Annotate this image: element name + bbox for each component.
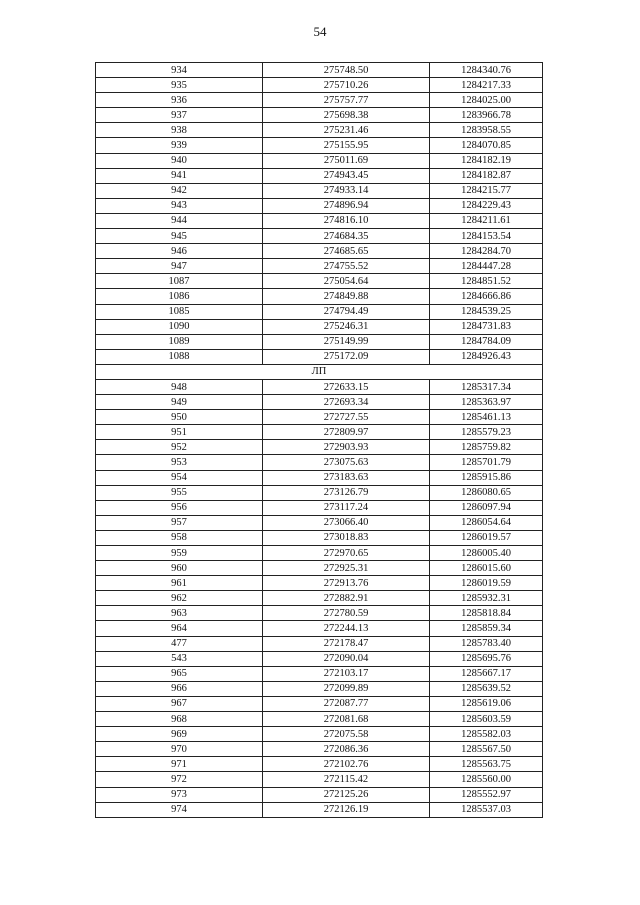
point-number-cell: 949 bbox=[96, 395, 263, 410]
table-row bbox=[96, 379, 543, 394]
y-coordinate-cell: 1286054.64 bbox=[430, 515, 543, 530]
point-number-cell: 937 bbox=[96, 108, 263, 123]
point-number-cell: 970 bbox=[96, 742, 263, 757]
x-coordinate-cell: 272103.17 bbox=[263, 666, 430, 681]
table-row bbox=[96, 666, 543, 681]
point-number-cell: 963 bbox=[96, 606, 263, 621]
point-number-cell: 543 bbox=[96, 651, 263, 666]
y-coordinate-cell: 1285567.50 bbox=[430, 742, 543, 757]
y-coordinate-cell: 1284229.43 bbox=[430, 198, 543, 213]
table-row bbox=[96, 787, 543, 802]
y-coordinate-cell: 1284851.52 bbox=[430, 274, 543, 289]
y-coordinate-cell: 1284284.70 bbox=[430, 244, 543, 259]
table-row bbox=[96, 123, 543, 138]
point-number-cell: 968 bbox=[96, 712, 263, 727]
y-coordinate-cell: 1283966.78 bbox=[430, 108, 543, 123]
y-coordinate-cell: 1285317.34 bbox=[430, 379, 543, 394]
x-coordinate-cell: 275757.77 bbox=[263, 93, 430, 108]
x-coordinate-cell: 272087.77 bbox=[263, 696, 430, 711]
x-coordinate-cell: 272925.31 bbox=[263, 561, 430, 576]
x-coordinate-cell: 275748.50 bbox=[263, 63, 430, 78]
table-row bbox=[96, 78, 543, 93]
table-row bbox=[96, 334, 543, 349]
x-coordinate-cell: 272178.47 bbox=[263, 636, 430, 651]
table-row bbox=[96, 621, 543, 636]
table-row bbox=[96, 319, 543, 334]
table-row bbox=[96, 440, 543, 455]
x-coordinate-cell: 272882.91 bbox=[263, 591, 430, 606]
point-number-cell: 1089 bbox=[96, 334, 263, 349]
table-row bbox=[96, 576, 543, 591]
point-number-cell: 967 bbox=[96, 696, 263, 711]
y-coordinate-cell: 1284340.76 bbox=[430, 63, 543, 78]
table-row bbox=[96, 198, 543, 213]
x-coordinate-cell: 274794.49 bbox=[263, 304, 430, 319]
section-header-row bbox=[96, 364, 543, 379]
x-coordinate-cell: 275172.09 bbox=[263, 349, 430, 364]
point-number-cell: 1085 bbox=[96, 304, 263, 319]
table-row bbox=[96, 259, 543, 274]
point-number-cell: 957 bbox=[96, 515, 263, 530]
point-number-cell: 971 bbox=[96, 757, 263, 772]
table-row bbox=[96, 651, 543, 666]
x-coordinate-cell: 272102.76 bbox=[263, 757, 430, 772]
point-number-cell: 959 bbox=[96, 546, 263, 561]
table-row bbox=[96, 772, 543, 787]
x-coordinate-cell: 272633.15 bbox=[263, 379, 430, 394]
point-number-cell: 969 bbox=[96, 727, 263, 742]
point-number-cell: 960 bbox=[96, 561, 263, 576]
point-number-cell: 1087 bbox=[96, 274, 263, 289]
y-coordinate-cell: 1284666.86 bbox=[430, 289, 543, 304]
table-row bbox=[96, 470, 543, 485]
point-number-cell: 952 bbox=[96, 440, 263, 455]
y-coordinate-cell: 1286019.57 bbox=[430, 530, 543, 545]
x-coordinate-cell: 275710.26 bbox=[263, 78, 430, 93]
point-number-cell: 961 bbox=[96, 576, 263, 591]
x-coordinate-cell: 273183.63 bbox=[263, 470, 430, 485]
x-coordinate-cell: 274849.88 bbox=[263, 289, 430, 304]
table-row bbox=[96, 757, 543, 772]
point-number-cell: 945 bbox=[96, 229, 263, 244]
y-coordinate-cell: 1283958.55 bbox=[430, 123, 543, 138]
y-coordinate-cell: 1286019.59 bbox=[430, 576, 543, 591]
y-coordinate-cell: 1284447.28 bbox=[430, 259, 543, 274]
table-row bbox=[96, 213, 543, 228]
x-coordinate-cell: 275231.46 bbox=[263, 123, 430, 138]
y-coordinate-cell: 1285701.79 bbox=[430, 455, 543, 470]
table-row bbox=[96, 500, 543, 515]
y-coordinate-cell: 1284182.87 bbox=[430, 168, 543, 183]
table-row bbox=[96, 742, 543, 757]
x-coordinate-cell: 272126.19 bbox=[263, 802, 430, 817]
y-coordinate-cell: 1284182.19 bbox=[430, 153, 543, 168]
table-row bbox=[96, 304, 543, 319]
point-number-cell: 943 bbox=[96, 198, 263, 213]
x-coordinate-cell: 272970.65 bbox=[263, 546, 430, 561]
x-coordinate-cell: 272115.42 bbox=[263, 772, 430, 787]
y-coordinate-cell: 1285552.97 bbox=[430, 787, 543, 802]
y-coordinate-cell: 1285619.06 bbox=[430, 696, 543, 711]
table-row bbox=[96, 108, 543, 123]
y-coordinate-cell: 1286005.40 bbox=[430, 546, 543, 561]
y-coordinate-cell: 1285603.59 bbox=[430, 712, 543, 727]
table-row bbox=[96, 696, 543, 711]
x-coordinate-cell: 274943.45 bbox=[263, 168, 430, 183]
table-row bbox=[96, 546, 543, 561]
x-coordinate-cell: 272244.13 bbox=[263, 621, 430, 636]
point-number-cell: 966 bbox=[96, 681, 263, 696]
point-number-cell: 1086 bbox=[96, 289, 263, 304]
point-number-cell: 938 bbox=[96, 123, 263, 138]
y-coordinate-cell: 1285818.84 bbox=[430, 606, 543, 621]
point-number-cell: 954 bbox=[96, 470, 263, 485]
section-title: ЛП bbox=[96, 364, 543, 379]
x-coordinate-cell: 275054.64 bbox=[263, 274, 430, 289]
x-coordinate-cell: 272081.68 bbox=[263, 712, 430, 727]
x-coordinate-cell: 274816.10 bbox=[263, 213, 430, 228]
point-number-cell: 956 bbox=[96, 500, 263, 515]
x-coordinate-cell: 273117.24 bbox=[263, 500, 430, 515]
y-coordinate-cell: 1285560.00 bbox=[430, 772, 543, 787]
page-number: 54 bbox=[313, 24, 327, 39]
y-coordinate-cell: 1285667.17 bbox=[430, 666, 543, 681]
table-row bbox=[96, 168, 543, 183]
coordinates-table bbox=[95, 62, 543, 818]
x-coordinate-cell: 272099.89 bbox=[263, 681, 430, 696]
y-coordinate-cell: 1285579.23 bbox=[430, 425, 543, 440]
table-row bbox=[96, 606, 543, 621]
point-number-cell: 948 bbox=[96, 379, 263, 394]
y-coordinate-cell: 1285563.75 bbox=[430, 757, 543, 772]
table-row bbox=[96, 636, 543, 651]
y-coordinate-cell: 1284211.61 bbox=[430, 213, 543, 228]
point-number-cell: 962 bbox=[96, 591, 263, 606]
y-coordinate-cell: 1284025.00 bbox=[430, 93, 543, 108]
point-number-cell: 950 bbox=[96, 410, 263, 425]
table-row bbox=[96, 274, 543, 289]
point-number-cell: 973 bbox=[96, 787, 263, 802]
y-coordinate-cell: 1284215.77 bbox=[430, 183, 543, 198]
y-coordinate-cell: 1285461.13 bbox=[430, 410, 543, 425]
x-coordinate-cell: 272075.58 bbox=[263, 727, 430, 742]
x-coordinate-cell: 272090.04 bbox=[263, 651, 430, 666]
x-coordinate-cell: 275246.31 bbox=[263, 319, 430, 334]
x-coordinate-cell: 275155.95 bbox=[263, 138, 430, 153]
y-coordinate-cell: 1284217.33 bbox=[430, 78, 543, 93]
coordinates-table-body-top bbox=[96, 63, 543, 365]
table-row bbox=[96, 229, 543, 244]
y-coordinate-cell: 1285783.40 bbox=[430, 636, 543, 651]
x-coordinate-cell: 273075.63 bbox=[263, 455, 430, 470]
point-number-cell: 477 bbox=[96, 636, 263, 651]
x-coordinate-cell: 272809.97 bbox=[263, 425, 430, 440]
point-number-cell: 974 bbox=[96, 802, 263, 817]
x-coordinate-cell: 272780.59 bbox=[263, 606, 430, 621]
table-row bbox=[96, 681, 543, 696]
x-coordinate-cell: 274933.14 bbox=[263, 183, 430, 198]
x-coordinate-cell: 275011.69 bbox=[263, 153, 430, 168]
point-number-cell: 939 bbox=[96, 138, 263, 153]
point-number-cell: 944 bbox=[96, 213, 263, 228]
y-coordinate-cell: 1285537.03 bbox=[430, 802, 543, 817]
x-coordinate-cell: 272693.34 bbox=[263, 395, 430, 410]
x-coordinate-cell: 272903.93 bbox=[263, 440, 430, 455]
point-number-cell: 964 bbox=[96, 621, 263, 636]
table-row bbox=[96, 138, 543, 153]
point-number-cell: 1088 bbox=[96, 349, 263, 364]
table-row bbox=[96, 93, 543, 108]
section-header-group bbox=[96, 364, 543, 379]
table-row bbox=[96, 289, 543, 304]
x-coordinate-cell: 275698.38 bbox=[263, 108, 430, 123]
point-number-cell: 972 bbox=[96, 772, 263, 787]
y-coordinate-cell: 1285915.86 bbox=[430, 470, 543, 485]
y-coordinate-cell: 1284926.43 bbox=[430, 349, 543, 364]
table-row bbox=[96, 591, 543, 606]
point-number-cell: 955 bbox=[96, 485, 263, 500]
y-coordinate-cell: 1284153.54 bbox=[430, 229, 543, 244]
x-coordinate-cell: 272086.36 bbox=[263, 742, 430, 757]
table-row bbox=[96, 425, 543, 440]
table-row bbox=[96, 802, 543, 817]
x-coordinate-cell: 273126.79 bbox=[263, 485, 430, 500]
y-coordinate-cell: 1285759.82 bbox=[430, 440, 543, 455]
table-row bbox=[96, 530, 543, 545]
table-row bbox=[96, 712, 543, 727]
point-number-cell: 947 bbox=[96, 259, 263, 274]
x-coordinate-cell: 273066.40 bbox=[263, 515, 430, 530]
point-number-cell: 940 bbox=[96, 153, 263, 168]
table-row bbox=[96, 395, 543, 410]
table-row bbox=[96, 727, 543, 742]
point-number-cell: 935 bbox=[96, 78, 263, 93]
point-number-cell: 958 bbox=[96, 530, 263, 545]
table-row bbox=[96, 63, 543, 78]
x-coordinate-cell: 272727.55 bbox=[263, 410, 430, 425]
point-number-cell: 936 bbox=[96, 93, 263, 108]
y-coordinate-cell: 1284784.09 bbox=[430, 334, 543, 349]
y-coordinate-cell: 1285639.52 bbox=[430, 681, 543, 696]
y-coordinate-cell: 1285859.34 bbox=[430, 621, 543, 636]
x-coordinate-cell: 272125.26 bbox=[263, 787, 430, 802]
y-coordinate-cell: 1284731.83 bbox=[430, 319, 543, 334]
y-coordinate-cell: 1286097.94 bbox=[430, 500, 543, 515]
point-number-cell: 953 bbox=[96, 455, 263, 470]
point-number-cell: 965 bbox=[96, 666, 263, 681]
table-row bbox=[96, 349, 543, 364]
point-number-cell: 942 bbox=[96, 183, 263, 198]
table-row bbox=[96, 515, 543, 530]
x-coordinate-cell: 273018.83 bbox=[263, 530, 430, 545]
y-coordinate-cell: 1285363.97 bbox=[430, 395, 543, 410]
y-coordinate-cell: 1286015.60 bbox=[430, 561, 543, 576]
table-row bbox=[96, 153, 543, 168]
y-coordinate-cell: 1284070.85 bbox=[430, 138, 543, 153]
point-number-cell: 941 bbox=[96, 168, 263, 183]
point-number-cell: 946 bbox=[96, 244, 263, 259]
point-number-cell: 1090 bbox=[96, 319, 263, 334]
table-row bbox=[96, 183, 543, 198]
point-number-cell: 934 bbox=[96, 63, 263, 78]
y-coordinate-cell: 1286080.65 bbox=[430, 485, 543, 500]
x-coordinate-cell: 274755.52 bbox=[263, 259, 430, 274]
y-coordinate-cell: 1284539.25 bbox=[430, 304, 543, 319]
y-coordinate-cell: 1285932.31 bbox=[430, 591, 543, 606]
point-number-cell: 951 bbox=[96, 425, 263, 440]
table-row bbox=[96, 455, 543, 470]
x-coordinate-cell: 274896.94 bbox=[263, 198, 430, 213]
table-row bbox=[96, 244, 543, 259]
x-coordinate-cell: 274685.65 bbox=[263, 244, 430, 259]
table-row bbox=[96, 561, 543, 576]
x-coordinate-cell: 274684.35 bbox=[263, 229, 430, 244]
table-row bbox=[96, 410, 543, 425]
table-row bbox=[96, 485, 543, 500]
y-coordinate-cell: 1285695.76 bbox=[430, 651, 543, 666]
x-coordinate-cell: 272913.76 bbox=[263, 576, 430, 591]
x-coordinate-cell: 275149.99 bbox=[263, 334, 430, 349]
y-coordinate-cell: 1285582.03 bbox=[430, 727, 543, 742]
coordinates-table-body-bottom bbox=[96, 379, 543, 817]
